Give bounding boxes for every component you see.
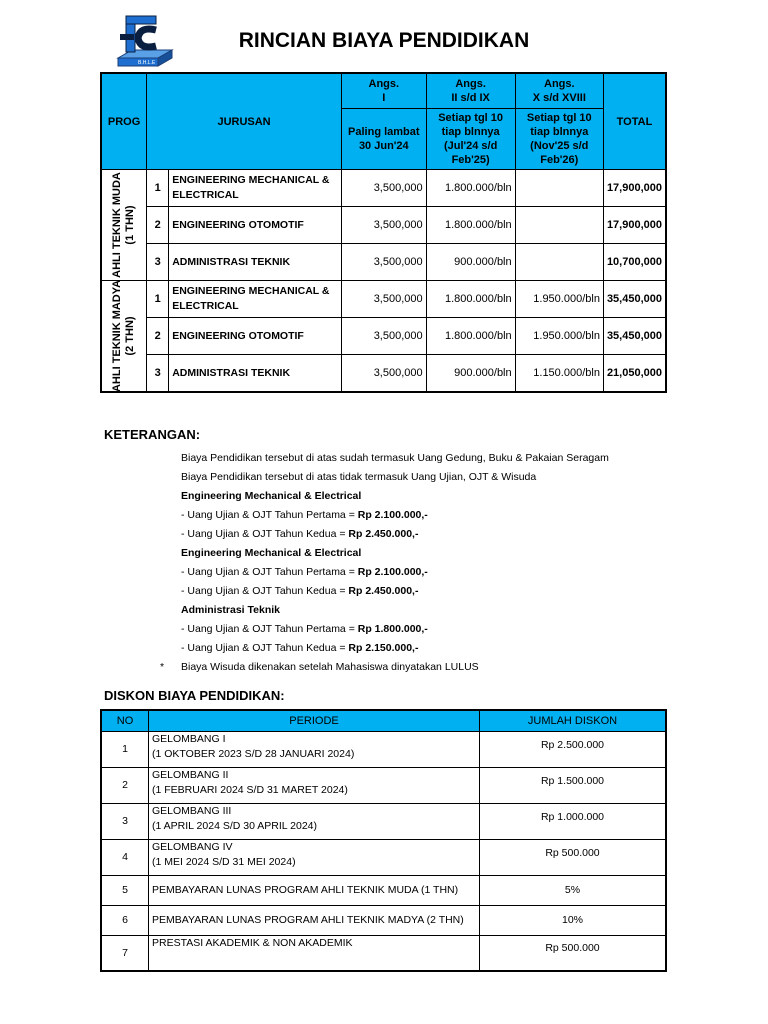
fee-line: - Uang Ujian & OJT Tahun Kedua = Rp 2.450.000,- — [181, 528, 419, 540]
row-angs3: 1.150.000/bln — [515, 355, 603, 393]
fee-line: - Uang Ujian & OJT Tahun Pertama = Rp 2.100.000,- — [181, 566, 428, 578]
note-line: Biaya Pendidikan tersebut di atas sudah termasuk Uang Gedung, Buku & Pakaian Seragam — [181, 452, 609, 464]
header-angs1-note: Paling lambat 30 Jun'24 — [341, 109, 426, 170]
row-angs3: 1.950.000/bln — [515, 318, 603, 355]
fee-line: - Uang Ujian & OJT Tahun Pertama = Rp 2.100.000,- — [181, 509, 428, 521]
row-periode: PEMBAYARAN LUNAS PROGRAM AHLI TEKNIK MUDA (1 THN) — [149, 876, 480, 906]
fee-table — [100, 72, 667, 393]
row-no: 3 — [147, 355, 169, 393]
row-no: 2 — [147, 207, 169, 244]
row-no: 7 — [101, 936, 149, 972]
table-row — [101, 281, 666, 318]
row-jumlah: 5% — [480, 876, 667, 906]
row-angs1: 3,500,000 — [341, 355, 426, 393]
row-angs1: 3,500,000 — [341, 207, 426, 244]
row-jurusan: ENGINEERING MECHANICAL & ELECTRICAL — [169, 281, 342, 318]
page-title: RINCIAN BIAYA PENDIDIKAN — [238, 29, 530, 52]
section-title: Administrasi Teknik — [181, 604, 281, 616]
row-angs2: 1.800.000/bln — [426, 318, 515, 355]
row-angs2: 1.800.000/bln — [426, 207, 515, 244]
asterisk: * — [160, 661, 165, 673]
row-jumlah: Rp 500.000 — [480, 840, 667, 876]
header-angs3: Angs. X s/d XVIII — [515, 73, 603, 109]
header-jurusan: JURUSAN — [147, 73, 342, 170]
note-line: * Biaya Wisuda dikenakan setelah Mahasiswa dinyatakan LULUS — [181, 658, 651, 677]
section-title: Engineering Mechanical & Electrical — [181, 547, 362, 559]
row-angs2: 1.800.000/bln — [426, 281, 515, 318]
row-total: 35,450,000 — [603, 318, 666, 355]
row-jurusan: ENGINEERING MECHANICAL & ELECTRICAL — [169, 170, 342, 207]
table-row — [101, 936, 666, 972]
header-angs2-note: Setiap tgl 10 tiap blnnya (Jul'24 s/d Feb'25) — [426, 109, 515, 170]
row-angs2: 1.800.000/bln — [426, 170, 515, 207]
row-no: 6 — [101, 906, 149, 936]
row-jurusan: ENGINEERING OTOMOTIF — [169, 207, 342, 244]
row-no: 2 — [101, 768, 149, 804]
row-total: 35,450,000 — [603, 281, 666, 318]
row-periode: GELOMBANG III (1 APRIL 2024 S/D 30 APRIL 2024) — [149, 804, 480, 840]
header-total: TOTAL — [603, 73, 666, 170]
row-periode: PEMBAYARAN LUNAS PROGRAM AHLI TEKNIK MADYA (2 THN) — [149, 906, 480, 936]
fee-line: - Uang Ujian & OJT Tahun Kedua = Rp 2.450.000,- — [181, 585, 419, 597]
header-no: NO — [101, 710, 149, 732]
row-no: 3 — [101, 804, 149, 840]
row-angs1: 3,500,000 — [341, 170, 426, 207]
row-angs3 — [515, 207, 603, 244]
row-periode: GELOMBANG IV (1 MEI 2024 S/D 31 MEI 2024) — [149, 840, 480, 876]
row-no: 1 — [101, 732, 149, 768]
row-jurusan: ADMINISTRASI TEKNIK — [169, 244, 342, 281]
prog-muda: AHLI TEKNIK MUDA (1 THN) — [101, 170, 147, 281]
logo-text: B.H.L.E — [138, 60, 156, 66]
row-angs1: 3,500,000 — [341, 318, 426, 355]
row-angs3: 1.950.000/bln — [515, 281, 603, 318]
table-row — [101, 318, 666, 355]
row-jurusan: ADMINISTRASI TEKNIK — [169, 355, 342, 393]
row-angs1: 3,500,000 — [341, 281, 426, 318]
row-no: 5 — [101, 876, 149, 906]
row-total: 10,700,000 — [603, 244, 666, 281]
keterangan-list — [160, 449, 651, 677]
row-no: 3 — [147, 244, 169, 281]
header-angs3-note: Setiap tgl 10 tiap blnnya (Nov'25 s/d Feb'26) — [515, 109, 603, 170]
note-line: Biaya Pendidikan tersebut di atas tidak termasuk Uang Ujian, OJT & Wisuda — [181, 471, 537, 483]
table-row — [101, 170, 666, 207]
table-row — [101, 207, 666, 244]
section-title: Engineering Mechanical & Electrical — [181, 490, 362, 502]
row-periode: PRESTASI AKADEMIK & NON AKADEMIK — [149, 936, 480, 972]
row-jurusan: ENGINEERING OTOMOTIF — [169, 318, 342, 355]
row-jumlah: Rp 2.500.000 — [480, 732, 667, 768]
row-jumlah: Rp 500.000 — [480, 936, 667, 972]
table-row — [101, 355, 666, 393]
diskon-title: DISKON BIAYA PENDIDIKAN: — [104, 688, 285, 703]
row-jumlah: 10% — [480, 906, 667, 936]
row-angs3 — [515, 244, 603, 281]
row-no: 4 — [101, 840, 149, 876]
row-total: 21,050,000 — [603, 355, 666, 393]
row-angs2: 900.000/bln — [426, 244, 515, 281]
row-total: 17,900,000 — [603, 170, 666, 207]
row-jumlah: Rp 1.500.000 — [480, 768, 667, 804]
row-no: 1 — [147, 170, 169, 207]
header-periode: PERIODE — [149, 710, 480, 732]
table-row — [101, 906, 666, 936]
diskon-table — [100, 709, 667, 972]
table-row — [101, 244, 666, 281]
table-row — [101, 876, 666, 906]
row-periode: GELOMBANG I (1 OKTOBER 2023 S/D 28 JANUARI 2024) — [149, 732, 480, 768]
table-row — [101, 840, 666, 876]
row-no: 2 — [147, 318, 169, 355]
header-jumlah: JUMLAH DISKON — [480, 710, 667, 732]
row-angs2: 900.000/bln — [426, 355, 515, 393]
table-row — [101, 732, 666, 768]
keterangan-title: KETERANGAN: — [104, 427, 201, 442]
row-total: 17,900,000 — [603, 207, 666, 244]
row-no: 1 — [147, 281, 169, 318]
prog-madya: AHLI TEKNIK MADYA (2 THN) — [101, 281, 147, 393]
fee-line: - Uang Ujian & OJT Tahun Pertama = Rp 1.800.000,- — [181, 623, 428, 635]
table-row — [101, 768, 666, 804]
row-angs1: 3,500,000 — [341, 244, 426, 281]
header-prog: PROG — [101, 73, 147, 170]
row-jumlah: Rp 1.000.000 — [480, 804, 667, 840]
header-angs2: Angs. II s/d IX — [426, 73, 515, 109]
header-angs1: Angs. I — [341, 73, 426, 109]
row-periode: GELOMBANG II (1 FEBRUARI 2024 S/D 31 MARET 2024) — [149, 768, 480, 804]
table-row — [101, 804, 666, 840]
row-angs3 — [515, 170, 603, 207]
fee-line: - Uang Ujian & OJT Tahun Kedua = Rp 2.150.000,- — [181, 642, 419, 654]
